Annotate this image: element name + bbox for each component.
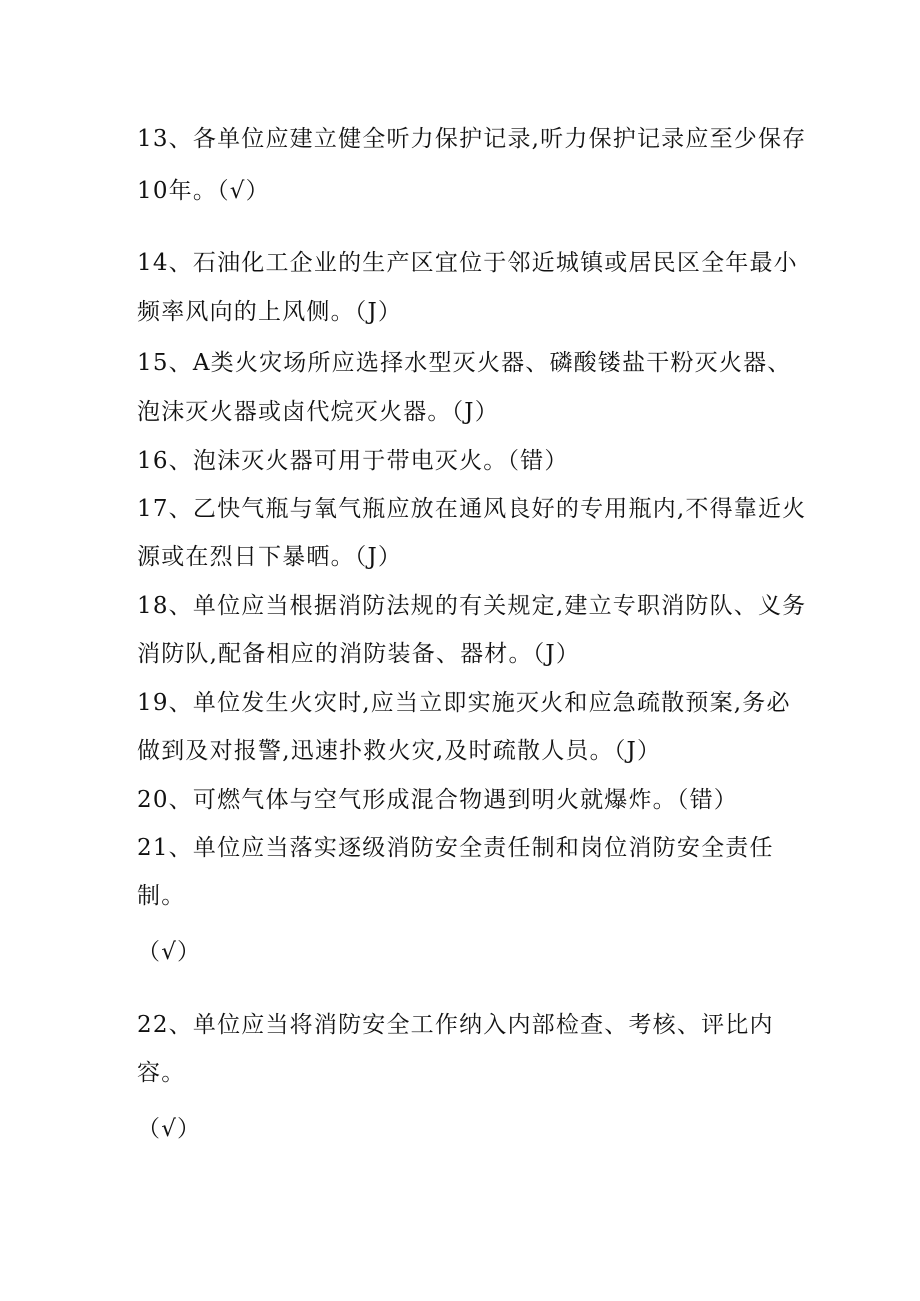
item-17-line-2: 源或在烈日下暴晒。（J） <box>137 544 403 570</box>
item-19-line-1: 19、单位发生火灾时,应当立即实施灭火和应急疏散预案,务必 <box>137 690 791 716</box>
item-21-answer: （√） <box>137 939 202 965</box>
item-22-line-2: 容。 <box>137 1060 186 1086</box>
item-22-answer: （√） <box>137 1116 202 1142</box>
item-15-line-1: 15、A类火灾场所应选择水型灭火器、磷酸镂盐干粉灭火器、 <box>137 350 792 376</box>
item-21-line-1: 21、单位应当落实逐级消防安全责任制和岗位消防安全责任 <box>137 835 774 861</box>
item-14-line-1: 14、石油化工企业的生产区宜位于邻近城镇或居民区全年最小 <box>137 250 798 276</box>
item-19-line-2: 做到及对报警,迅速扑救火灾,及时疏散人员。（J） <box>137 738 662 764</box>
item-13-line-2: 10年。（√） <box>137 178 270 204</box>
item-14-line-2: 频率风向的上风侧。（J） <box>137 299 403 325</box>
item-13-line-1: 13、各单位应建立健全听力保护记录,听力保护记录应至少保存 <box>137 126 807 152</box>
item-16-line-1: 16、泡沫灭火器可用于带电灭火。（错） <box>137 448 569 474</box>
item-22-line-1: 22、单位应当将消防安全工作纳入内部检查、考核、评比内 <box>137 1012 774 1038</box>
item-17-line-1: 17、乙快气瓶与氧气瓶应放在通风良好的专用瓶内,不得靠近火 <box>137 496 807 522</box>
item-15-line-2: 泡沫灭火器或卤代烷灭火器。（J） <box>137 399 499 425</box>
item-21-line-2: 制。 <box>137 883 186 909</box>
item-18-line-1: 18、单位应当根据消防法规的有关规定,建立专职消防队、义务 <box>137 593 807 619</box>
item-18-line-2: 消防队,配备相应的消防装备、器材。（J） <box>137 641 581 667</box>
item-20-line-1: 20、可燃气体与空气形成混合物遇到明火就爆炸。（错） <box>137 787 738 813</box>
